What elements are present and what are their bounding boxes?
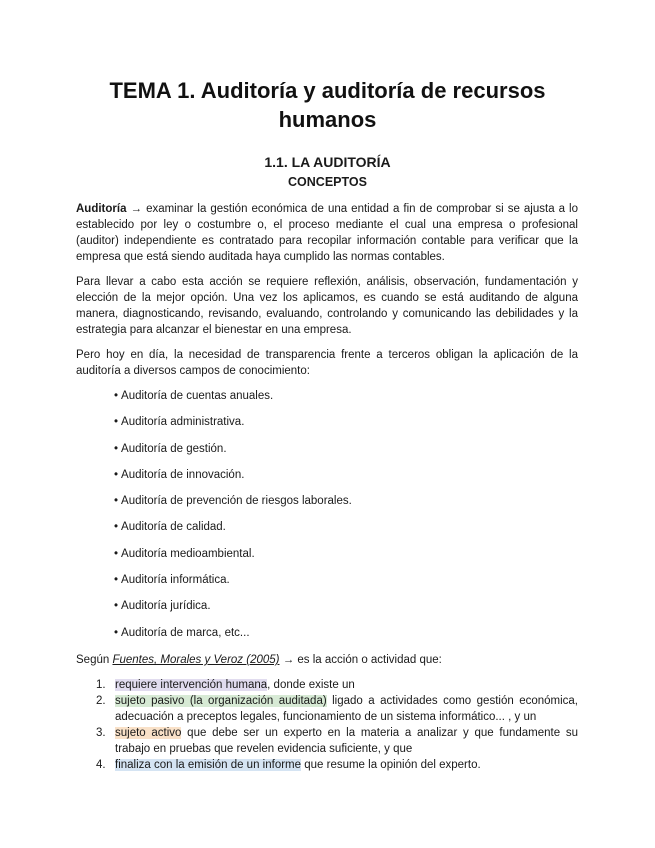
item-text: , donde existe un xyxy=(267,679,355,691)
bullet-marker: • xyxy=(114,390,119,402)
paragraph-requirements: Para llevar a cabo esta acción se requiere reflexión, análisis, observación, fundamentación y elección de la mejor opción. Una vez los aplicamos, es cuando se está auditando de alguna manera, diagnosticando, revisando, evaluando, controlando y comunicando las debilidades y la estrategia para alcanzar el bienestar en una empresa. xyxy=(76,276,578,336)
highlighted-text: sujeto pasivo (la organización auditada) xyxy=(115,695,327,707)
subsection-title: CONCEPTOS xyxy=(288,175,367,189)
item-number: 2. xyxy=(96,695,106,707)
item-number: 4. xyxy=(96,759,106,771)
list-item xyxy=(114,414,352,440)
list-item-text: Auditoría de prevención de riesgos laborales. xyxy=(121,495,352,508)
list-item xyxy=(114,572,352,598)
bullet-marker: • xyxy=(114,547,119,560)
bullet-marker: • xyxy=(114,468,119,481)
citation-line xyxy=(76,652,442,668)
highlighted-text: finaliza con la emisión de un informe xyxy=(115,759,302,771)
list-item-text: Auditoría de cuentas anuales. xyxy=(121,390,274,402)
list-item xyxy=(114,598,352,624)
list-item-text: Auditoría administrativa. xyxy=(121,416,245,429)
list-item-text: Auditoría de calidad. xyxy=(121,521,226,534)
item-text: ligado a actividades como gestión económica, adecuación a preceptos legales, funcionamiento de un sistema informático... , y un xyxy=(115,695,578,723)
citation-reference: Fuentes, Morales y Veroz (2005) xyxy=(112,654,280,666)
arrow: → xyxy=(126,203,147,215)
bullet-marker: • xyxy=(114,442,119,455)
definition-steps-list xyxy=(96,677,578,773)
numbered-item xyxy=(96,757,578,773)
list-item-text: Auditoría jurídica. xyxy=(121,600,211,613)
bullet-marker: • xyxy=(114,574,119,587)
list-item-text: Auditoría informática. xyxy=(121,574,230,587)
list-item xyxy=(114,493,352,519)
list-item-text: Auditoría medioambiental. xyxy=(121,547,255,560)
bullet-marker: • xyxy=(114,416,119,429)
item-number: 1. xyxy=(96,679,106,691)
section-title: 1.1. LA AUDITORÍA xyxy=(264,154,391,170)
list-item xyxy=(114,441,352,467)
list-item xyxy=(114,625,352,651)
numbered-item xyxy=(96,725,578,757)
bullet-marker: • xyxy=(114,521,119,534)
list-item-text: Auditoría de gestión. xyxy=(121,442,227,455)
bullet-marker: • xyxy=(114,600,119,613)
list-item xyxy=(114,519,352,545)
item-text: que debe ser un experto en la materia a analizar y que fundamente su trabajo en pruebas que revelen evidencia suficiente, y que xyxy=(115,727,578,755)
citation-suffix: → es la acción o actividad que: xyxy=(279,654,442,666)
bullet-marker: • xyxy=(114,626,119,639)
highlighted-text: sujeto activo xyxy=(115,727,182,739)
list-item-text: Auditoría de marca, etc... xyxy=(121,626,250,639)
list-item xyxy=(114,546,352,572)
definition-text: examinar la gestión económica de una entidad a fin de comprobar si se ajusta a lo establecido por ley o costumbre o, el proceso mediante el cual una empresa o profesional (auditor) independiente es contratado para recopilar información contable para verificar que la empresa que está siendo auditada haya cumplido las normas contables. xyxy=(76,203,578,263)
citation-prefix: Según xyxy=(76,654,113,666)
highlighted-text: requiere intervención humana xyxy=(115,679,268,691)
item-number: 3. xyxy=(96,727,106,739)
item-text: que resume la opinión del experto. xyxy=(301,759,481,771)
numbered-item xyxy=(96,677,578,693)
list-item xyxy=(114,388,352,414)
list-item-text: Auditoría de innovación. xyxy=(121,468,245,481)
definition-paragraph xyxy=(76,201,578,265)
numbered-item xyxy=(96,693,578,725)
bullet-marker: • xyxy=(114,495,119,508)
term-auditoria: Auditoría xyxy=(76,203,127,215)
document-title: TEMA 1. Auditoría y auditoría de recursos humanos xyxy=(109,78,546,132)
paragraph-fields: Pero hoy en día, la necesidad de transparencia frente a terceros obligan la aplicación de la auditoría a diversos campos de conocimiento: xyxy=(76,349,578,377)
audit-types-list xyxy=(114,388,352,651)
list-item xyxy=(114,467,352,493)
